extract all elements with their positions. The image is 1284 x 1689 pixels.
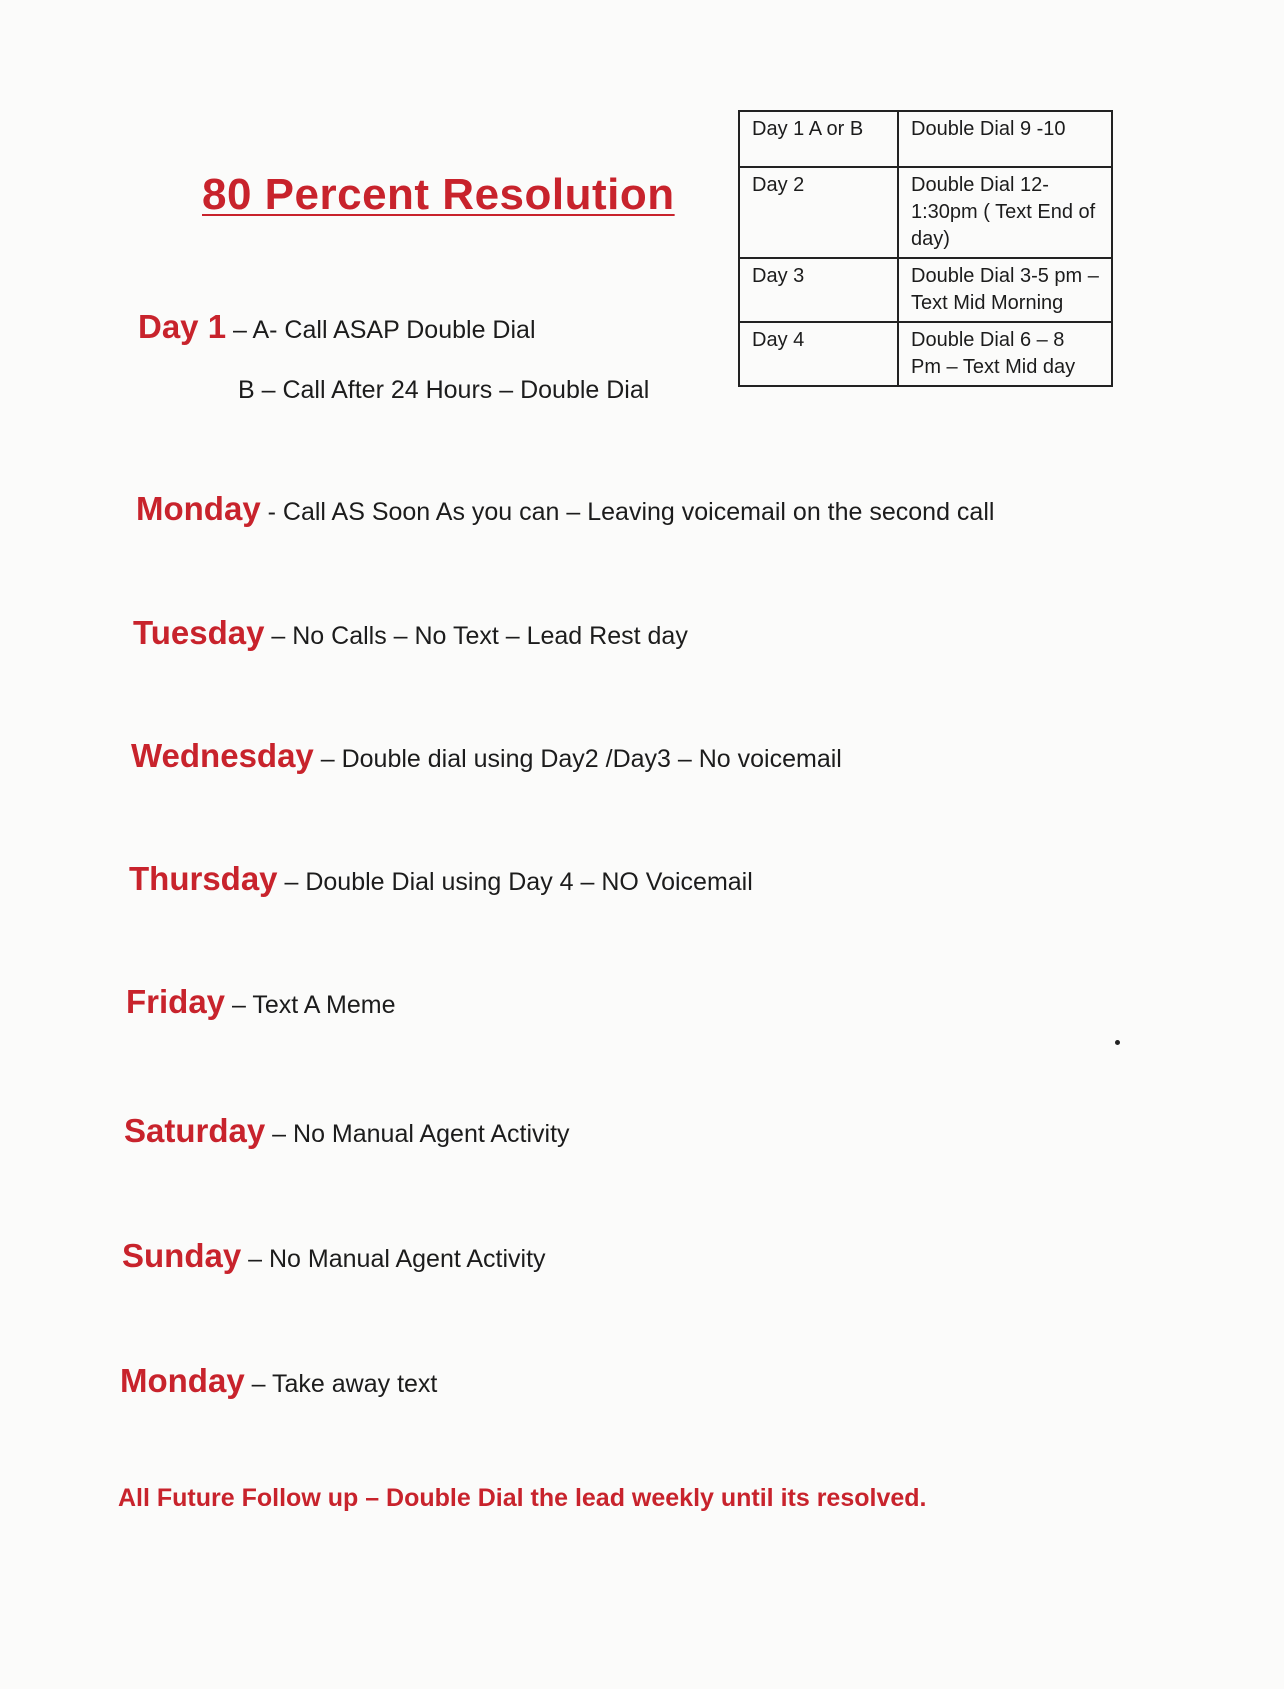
- day-instruction: No Calls – No Text – Lead Rest day: [292, 622, 688, 650]
- table-cell-plan: Double Dial 3-5 pm – Text Mid Morning: [898, 258, 1112, 322]
- page-title: 80 Percent Resolution: [202, 170, 675, 219]
- separator: –: [313, 745, 342, 773]
- separator: –: [265, 1120, 294, 1148]
- table-cell-plan: Double Dial 6 – 8 Pm – Text Mid day: [898, 322, 1112, 386]
- day-instruction: Call AS Soon As you can – Leaving voicemail on the second call: [282, 498, 995, 526]
- separator: –: [225, 991, 253, 1019]
- separator: -: [260, 498, 283, 526]
- list-item: [133, 614, 688, 652]
- separator: –: [244, 1370, 273, 1398]
- separator: –: [226, 316, 253, 344]
- day1-option-b: B – Call After 24 Hours – Double Dial: [238, 376, 650, 404]
- day-instruction: No Manual Agent Activity: [269, 1245, 546, 1273]
- day1-option-a: A- Call ASAP Double Dial: [252, 316, 536, 344]
- day-label: Wednesday: [131, 737, 314, 774]
- day-label: Saturday: [124, 1112, 266, 1149]
- day-label: Monday: [136, 490, 261, 527]
- day-label: Monday: [120, 1362, 245, 1399]
- day-instruction: Text A Meme: [252, 991, 396, 1019]
- day-label: Sunday: [122, 1237, 242, 1274]
- day-instruction: Take away text: [272, 1370, 438, 1398]
- list-item: [122, 1237, 546, 1275]
- table-row: [739, 258, 1112, 322]
- list-item: [120, 1362, 437, 1400]
- day1-line: [138, 308, 536, 346]
- ink-speck: [1115, 1040, 1120, 1045]
- table-cell-day: Day 3: [739, 258, 898, 322]
- list-item: [136, 490, 994, 528]
- separator: –: [277, 868, 306, 896]
- day-label: Thursday: [129, 860, 278, 897]
- table-cell-plan: Double Dial 9 -10: [898, 111, 1112, 167]
- day-instruction: Double Dial using Day 4 – NO Voicemail: [305, 868, 753, 896]
- day-instruction: No Manual Agent Activity: [293, 1120, 570, 1148]
- table-cell-day: Day 4: [739, 322, 898, 386]
- day-label: Day 1: [138, 308, 227, 345]
- list-item: [131, 737, 842, 775]
- separator: –: [241, 1245, 269, 1273]
- table-row: [739, 111, 1112, 167]
- day-label: Friday: [126, 983, 226, 1020]
- table-row: [739, 167, 1112, 258]
- table-cell-day: Day 1 A or B: [739, 111, 898, 167]
- list-item: [124, 1112, 570, 1150]
- table-row: [739, 322, 1112, 386]
- table-cell-plan: Double Dial 12-1:30pm ( Text End of day): [898, 167, 1112, 258]
- day-label: Tuesday: [133, 614, 265, 651]
- table-cell-day: Day 2: [739, 167, 898, 258]
- footer-note: All Future Follow up – Double Dial the lead weekly until its resolved.: [118, 1484, 927, 1512]
- day-instruction: Double dial using Day2 /Day3 – No voicemail: [341, 745, 842, 773]
- schedule-table: [738, 110, 1113, 387]
- list-item: [126, 983, 396, 1021]
- list-item: [129, 860, 753, 898]
- separator: –: [264, 622, 293, 650]
